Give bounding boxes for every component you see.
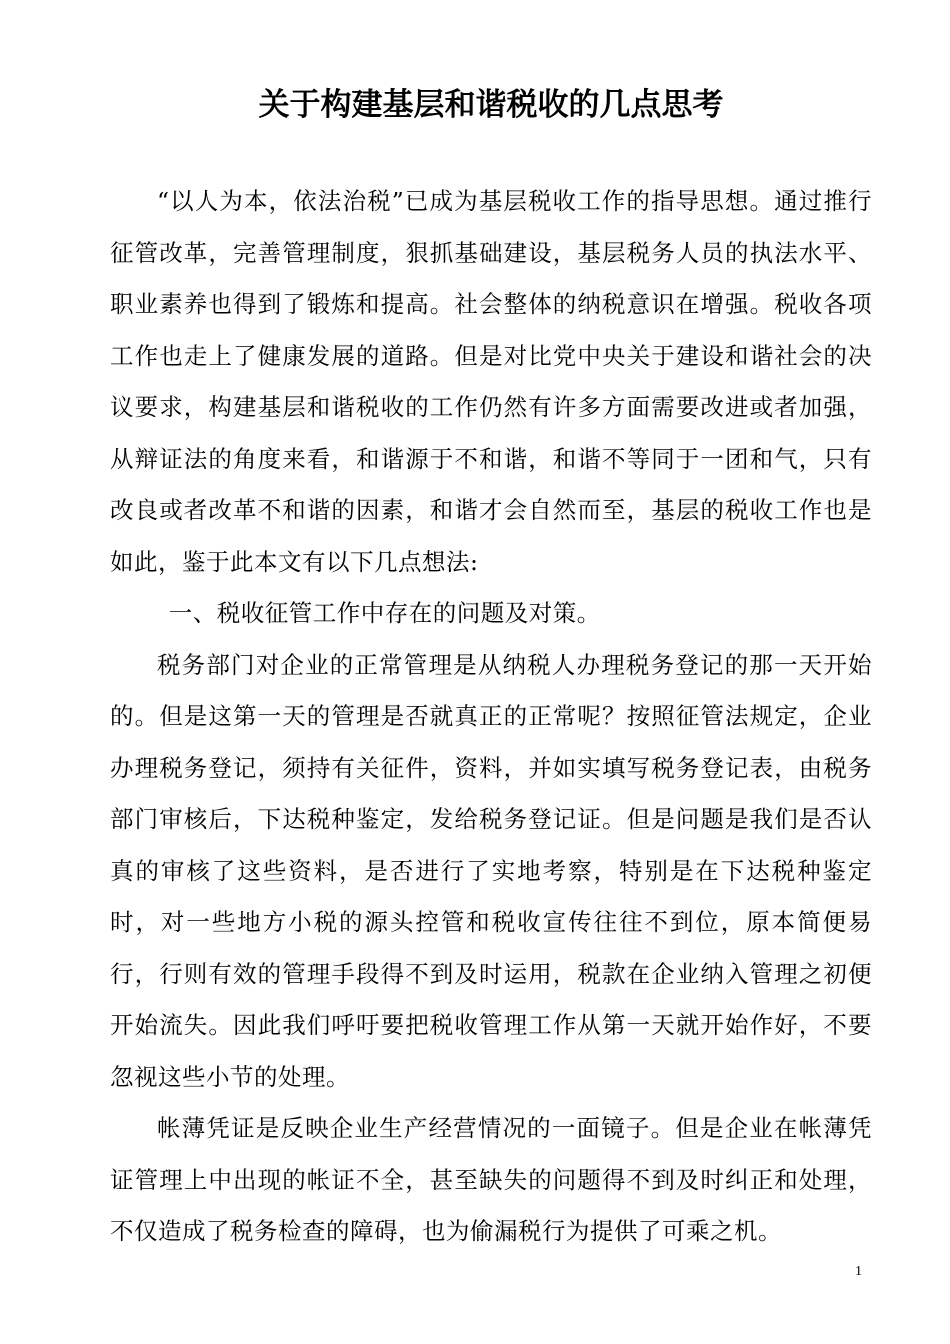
body-paragraph-registration: 税务部门对企业的正常管理是从纳税人办理税务登记的那一天开始的。但是这第一天的管理是否就真正的正常呢？按照征管法规定，企业办理税务登记，须持有关征件，资料，并如实填写税务登记表，由税务部门审核后，下达税种鉴定，发给税务登记证。但是问题是我们是否认真的审核了这些资料，是否进行了实地考察，特别是在下达税种鉴定时，对一些地方小税的源头控管和税收宣传往往不到位，原本简便易行，行则有效的管理手段得不到及时运用，税款在企业纳入管理之初便开始流失。因此我们呼吁要把税收管理工作从第一天就开始作好，不要忽视这些小节的处理。 — [110, 650, 872, 1091]
intro-paragraph: “以人为本，依法治税”已成为基层税收工作的指导思想。通过推行征管改革，完善管理制度，狠抓基础建设，基层税务人员的执法水平、职业素养也得到了锻炼和提高。社会整体的纳税意识在增强。税收各项工作也走上了健康发展的道路。但是对比党中央关于建设和谐社会的决议要求，构建基层和谐税收的工作仍然有许多方面需要改进或者加强，从辩证法的角度来看，和谐源于不和谐，和谐不等同于一团和气，只有改良或者改革不和谐的因素，和谐才会自然而至，基层的税收工作也是如此，鉴于此本文有以下几点想法: — [110, 187, 872, 576]
document-title: 关于构建基层和谐税收的几点思考 — [258, 87, 724, 123]
body-paragraph-bookkeeping: 帐薄凭证是反映企业生产经营情况的一面镜子。但是企业在帐薄凭证管理上中出现的帐证不全，甚至缺失的问题得不到及时纠正和处理，不仅造成了税务检查的障碍，也为偷漏税行为提供了可乘之机。 — [110, 1114, 872, 1245]
document-body — [110, 176, 872, 1258]
page-number: 1 — [855, 1264, 862, 1279]
section-heading-1: 一、税收征管工作中存在的问题及对策。 — [168, 599, 601, 627]
